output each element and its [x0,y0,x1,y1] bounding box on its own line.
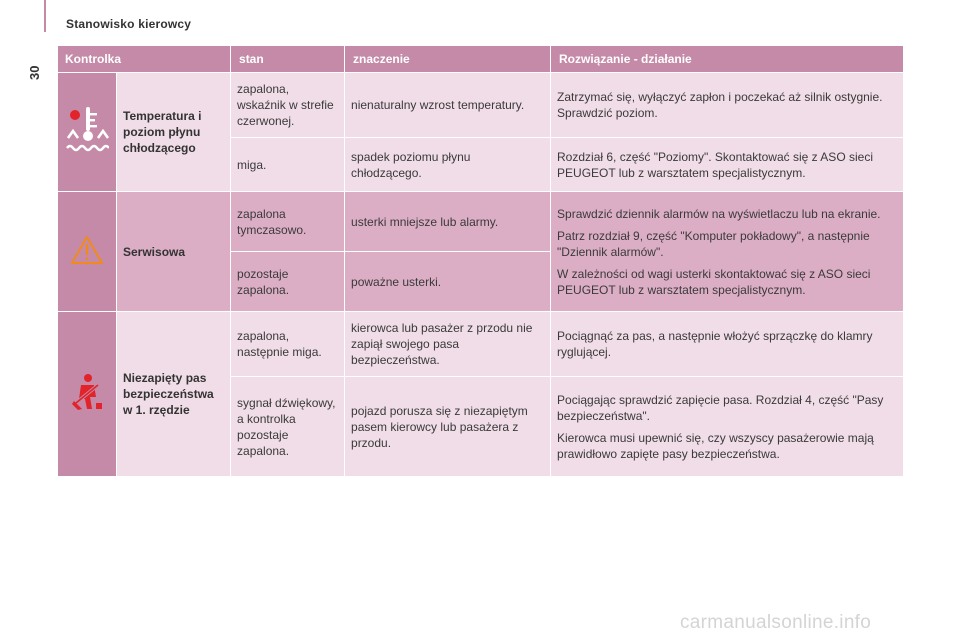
state-cell: pozostaje zapalona. [231,252,345,312]
table-row [58,312,904,377]
warning-triangle-icon [70,235,104,269]
warning-light-icon-cell [58,192,117,312]
table-header-row [58,46,904,73]
state-cell: miga. [231,138,345,192]
watermark: carmanualsonline.info [680,612,872,633]
seatbelt-icon [70,373,104,415]
warning-light-icon-cell [58,312,117,477]
warning-light-name: Serwisowa [117,192,231,312]
meaning-cell: kierowca lub pasażer z przodu nie zapiął swojego pasa bezpieczeństwa. [345,312,551,377]
warning-light-name: Temperatura i poziom płynu chłodzącego [117,73,231,192]
warning-lights-table [57,45,904,477]
page-number: 30 [27,65,42,80]
action-cell: Rozdział 6, część "Poziomy". Skontaktować się z ASO sieci PEUGEOT lub z warsztatem specjalistycznym. [551,138,904,192]
column-header-kontrolka: Kontrolka [58,46,231,73]
state-cell: zapalona, wskaźnik w strefie czerwonej. [231,73,345,138]
action-cell: Zatrzymać się, wyłączyć zapłon i poczekać aż silnik ostygnie. Sprawdzić poziom. [551,73,904,138]
column-header-znaczenie: znaczenie [345,46,551,73]
table-row [58,73,904,138]
state-cell: sygnał dźwiękowy, a kontrolka pozostaje zapalona. [231,377,345,477]
meaning-cell: usterki mniejsze lub alarmy. [345,192,551,252]
warning-light-icon-cell [58,73,117,192]
action-cell: Pociągając sprawdzić zapięcie pasa. Rozdział 4, część "Pasy bezpieczeństwa". Kierowca musi upewnić się, czy wszyscy pasażerowie mają prawidłowo zapięte pasy bezpieczeństwa. [551,377,904,477]
meaning-cell: nienaturalny wzrost temperatury. [345,73,551,138]
column-header-stan: stan [231,46,345,73]
column-header-rozwiazanie: Rozwiązanie - działanie [551,46,904,73]
meaning-cell: pojazd porusza się z niezapiętym pasem kierowcy lub pasażera z przodu. [345,377,551,477]
action-cell: Pociągnąć za pas, a następnie włożyć sprzączkę do klamry ryglującej. [551,312,904,377]
meaning-cell: spadek poziomu płynu chłodzącego. [345,138,551,192]
action-cell: Sprawdzić dziennik alarmów na wyświetlaczu lub na ekranie. Patrz rozdział 9, część "Komputer pokładowy", a następnie "Dziennik alarmów". W zależności od wagi usterki skontaktować się z ASO sieci PEUGEOT lub z warsztatem specjalistycznym. [551,192,904,312]
state-cell: zapalona, następnie miga. [231,312,345,377]
meaning-cell: poważne usterki. [345,252,551,312]
header-accent-bar [44,0,46,32]
state-cell: zapalona tymczasowo. [231,192,345,252]
table-row [58,192,904,252]
coolant-temperature-icon [65,104,109,160]
page-header-title: Stanowisko kierowcy [66,17,192,31]
warning-light-name: Niezapięty pas bezpieczeństwa w 1. rzędzie [117,312,231,477]
